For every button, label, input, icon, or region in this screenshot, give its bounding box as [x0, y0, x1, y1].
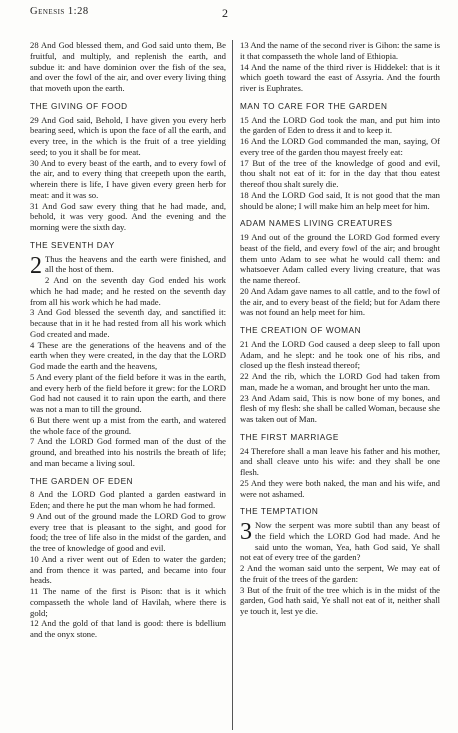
verse: 11 The name of the first is Pison: that is it which compasseth the whole land of Havilah, where there is gold;	[30, 586, 226, 618]
verse-text: Thus the heavens and the earth were finished, and all the host of them.	[45, 253, 226, 275]
chapter-number: 2	[30, 252, 42, 279]
verse: 22 And the rib, which the LORD God had taken from man, made he a woman, and brought her unto the man.	[240, 371, 440, 392]
verse: 25 And they were both naked, the man and his wife, and were not ashamed.	[240, 477, 440, 499]
page-number: 2	[222, 6, 228, 20]
verse: 19 And out of the ground the LORD God formed every beast of the field, and every fowl of the air; and brought them unto Adam to see what he would call them: and whatsoever Adam called every living creature, that was the name thereof.	[240, 232, 440, 285]
verse: 2 And the woman said unto the serpent, We may eat of the fruit of the trees of the garden:	[240, 563, 440, 584]
verse: 12 And the gold of that land is good: there is bdellium and the onyx stone.	[30, 618, 226, 639]
section-heading: ADAM NAMES LIVING CREATURES	[240, 219, 393, 229]
verse: 8 And the LORD God planted a garden eastward in Eden; and there he put the man whom he had formed.	[30, 489, 226, 510]
verse: 29 And God said, Behold, I have given you every herb bearing seed, which is upon the face of all the earth, and every tree, in the which is the fruit of a tree yielding seed; to you it shall be for meat.	[30, 114, 226, 157]
verse: 4 These are the generations of the heavens and of the earth when they were created, in the day that the LORD God made the earth and the heavens,	[30, 339, 226, 371]
chapter-number: 3	[240, 519, 252, 545]
verse: 18 And the LORD God said, It is not good that the man should be alone; I will make him an help meet for him.	[240, 189, 440, 211]
verse: 9 And out of the ground made the LORD God to grow every tree that is pleasant to the sight, and good for food; the tree of life also in the midst of the garden, and the tree of knowledge of good and evil.	[30, 510, 226, 553]
column-divider	[232, 40, 233, 730]
verse: 3 And God blessed the seventh day, and sanctified it: because that in it he had rested from all his work which God created and made.	[30, 307, 226, 339]
verse: 13 And the name of the second river is Gihon: the same is it that compasseth the whole land of Ethiopia.	[240, 40, 440, 61]
verse: 30 And to every beast of the earth, and to every fowl of the air, and to every thing that creepeth upon the earth, wherein there is life, I have given every green herb for meat: and it was so.	[30, 157, 226, 200]
section-heading: THE SEVENTH DAY	[30, 240, 115, 250]
section-heading: THE GIVING OF FOOD	[30, 101, 128, 111]
section-heading: THE GARDEN OF EDEN	[30, 476, 134, 486]
section-heading: MAN TO CARE FOR THE GARDEN	[240, 101, 388, 111]
chapter-start	[240, 520, 440, 563]
chapter-start	[30, 252, 226, 279]
verse: 3 But of the fruit of the tree which is in the midst of the garden, God hath said, Ye shall not eat of it, neither shall ye touch it, lest ye die.	[240, 584, 440, 616]
verse: 7 And the LORD God formed man of the dust of the ground, and breathed into his nostrils the breath of life; and man became a living soul.	[30, 436, 226, 468]
verse: 6 But there went up a mist from the earth, and watered the whole face of the ground.	[30, 414, 226, 436]
verse: 21 And the LORD God caused a deep sleep to fall upon Adam, and he slept: and he took one of his ribs, and closed up the flesh instead thereof;	[240, 338, 440, 371]
chapter-reference: Genesis 1:28	[30, 6, 89, 17]
section-heading: THE CREATION OF WOMAN	[240, 326, 362, 335]
left-column	[30, 40, 226, 640]
verse: 20 And Adam gave names to all cattle, and to the fowl of the air, and to every beast of the field; but for Adam there was not found an help meet for him.	[240, 285, 440, 318]
right-column	[240, 40, 440, 617]
verse: 17 But of the tree of the knowledge of good and evil, thou shalt not eat of it: for in the day that thou eatest thereof thou shalt surely die.	[240, 157, 440, 189]
verse: 16 And the LORD God commanded the man, saying, Of every tree of the garden thou mayest freely eat:	[240, 136, 440, 157]
verse: 23 And Adam said, This is now bone of my bones, and flesh of my flesh: she shall be called Woman, because she was taken out of Man.	[240, 392, 440, 424]
section-heading: THE FIRST MARRIAGE	[240, 432, 339, 442]
verse: 31 And God saw every thing that he had made, and, behold, it was very good. And the evening and the morning were the sixth day.	[30, 200, 226, 232]
verse: 14 And the name of the third river is Hiddekel: that is it which goeth toward the east of Assyria. And the fourth river is Euphrates.	[240, 61, 440, 93]
verse: 2 And on the seventh day God ended his work which he had made; and he rested on the seventh day from all his work which he had made.	[30, 275, 226, 307]
section-heading: THE TEMPTATION	[240, 507, 319, 517]
verse: 24 Therefore shall a man leave his father and his mother, and shall cleave unto his wife: and they shall be one flesh.	[240, 445, 440, 477]
verse: 5 And every plant of the field before it was in the earth, and every herb of the field before it grew: for the LORD God had not caused it to rain upon the earth, and there was not a man to till the ground.	[30, 371, 226, 414]
verse: 15 And the LORD God took the man, and put him into the garden of Eden to dress it and to keep it.	[240, 114, 440, 136]
running-header	[30, 6, 448, 20]
verse-text: Now the serpent was more subtil than any beast of the field which the LORD God had made. And he said unto the woman, Yea, hath God said, Ye shall not eat of every tree of the garden?	[240, 520, 440, 563]
verse: 10 And a river went out of Eden to water the garden; and from thence it was parted, and became into four heads.	[30, 553, 226, 586]
verse: 28 And God blessed them, and God said unto them, Be fruitful, and multiply, and replenish the earth, and subdue it: and have dominion over the fish of the sea, and over the fowl of the air, and over every living thing that moveth upon the earth.	[30, 40, 226, 93]
